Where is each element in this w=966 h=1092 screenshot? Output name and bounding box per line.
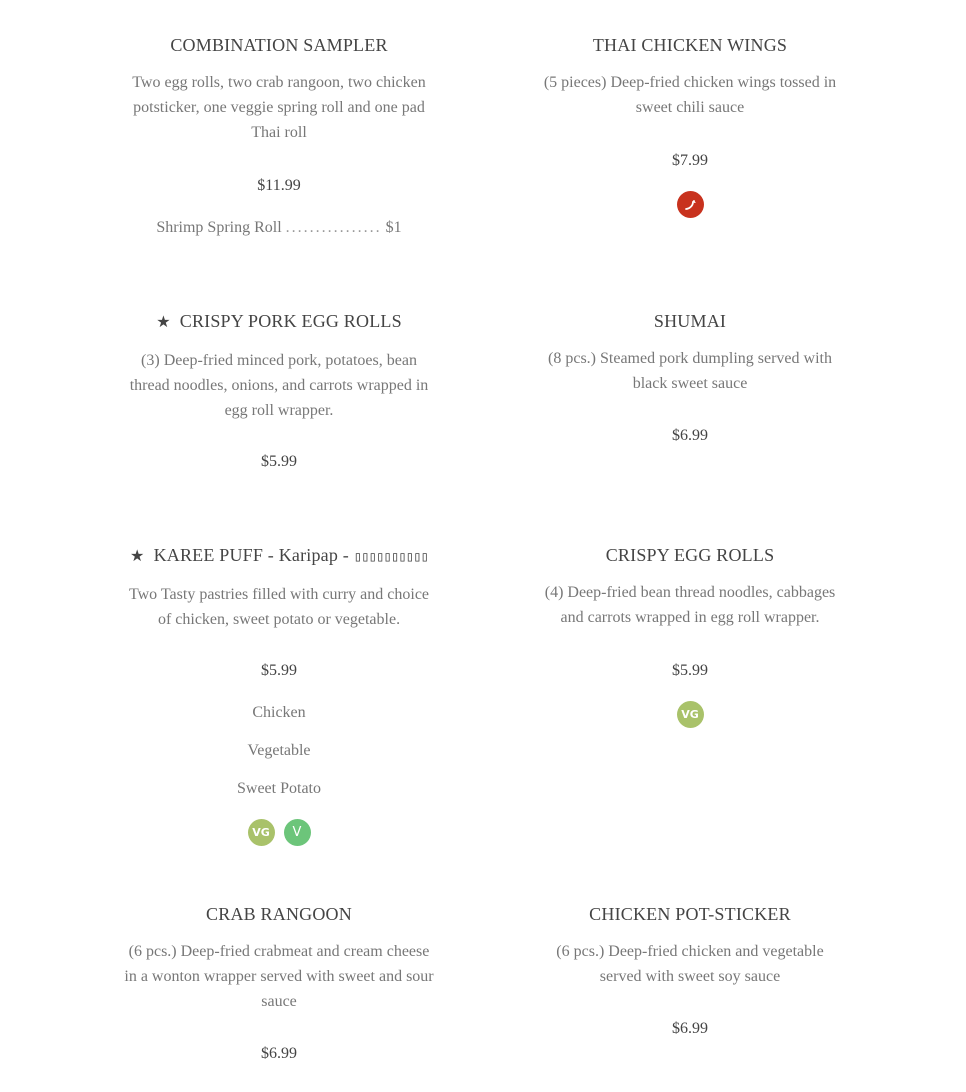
- item-title-glyphs: ▯▯▯▯▯▯▯▯▯▯: [353, 549, 428, 565]
- item-price: $11.99: [257, 177, 301, 194]
- option-chicken[interactable]: Chicken: [252, 704, 306, 721]
- menu-item-combination-sampler: [124, 33, 434, 145]
- item-description: (4) Deep-fried bean thread noodles, cabbages and carrots wrapped in egg roll wrapper.: [544, 584, 836, 626]
- item-price: $5.99: [261, 662, 297, 679]
- item-title: CHICKEN POT-STICKER: [589, 904, 791, 924]
- option-sweet-potato[interactable]: Sweet Potato: [237, 780, 321, 797]
- item-title: CRISPY EGG ROLLS: [605, 545, 775, 565]
- item-description: (6 pcs.) Deep-fried crabmeat and cream cheese in a wonton wrapper served with sweet and sour sauce: [124, 943, 434, 1010]
- menu-item-crispy-pork-egg-rolls: [124, 309, 434, 423]
- item-description: Two egg rolls, two crab rangoon, two chicken potsticker, one veggie spring roll and one pad Thai roll: [132, 74, 426, 141]
- addon-shrimp-spring-roll[interactable]: [124, 216, 434, 240]
- item-badges: [124, 819, 434, 846]
- option-vegetable[interactable]: Vegetable: [247, 742, 311, 759]
- item-title: CRISPY PORK EGG ROLLS: [179, 311, 402, 331]
- item-title-row: [124, 309, 434, 335]
- addon-label: Shrimp Spring Roll: [156, 219, 282, 236]
- menu-item-thai-chicken-wings: [535, 33, 845, 120]
- item-title: CRAB RANGOON: [206, 904, 352, 924]
- item-description: (6 pcs.) Deep-fried chicken and vegetable served with sweet soy sauce: [556, 943, 824, 985]
- item-price: $5.99: [672, 662, 708, 679]
- item-title: KAREE PUFF - Karipap -: [153, 545, 354, 565]
- item-title-row: [124, 543, 434, 569]
- menu-item-crab-rangoon: [124, 902, 434, 1014]
- item-description: Two Tasty pastries filled with curry and choice of chicken, sweet potato or vegetable.: [128, 586, 430, 628]
- item-price: $5.99: [261, 453, 297, 470]
- menu-item-karee-puff: [124, 543, 434, 632]
- item-description: (8 pcs.) Steamed pork dumpling served with black sweet sauce: [548, 350, 832, 392]
- item-title: COMBINATION SAMPLER: [170, 35, 388, 55]
- menu-item-crispy-egg-rolls: [535, 543, 845, 630]
- star-icon: ★: [130, 548, 145, 565]
- item-price: $6.99: [672, 427, 708, 444]
- item-price: $7.99: [672, 152, 708, 169]
- addon-price: $1: [385, 219, 402, 236]
- item-title: THAI CHICKEN WINGS: [592, 35, 788, 55]
- star-icon: ★: [156, 314, 171, 331]
- vegetarian-badge-icon: V: [284, 819, 311, 846]
- item-description: (3) Deep-fried minced pork, potatoes, bean thread noodles, onions, and carrots wrapped in egg roll wrapper.: [129, 352, 429, 419]
- menu-item-shumai: [535, 309, 845, 396]
- item-title: SHUMAI: [653, 311, 727, 331]
- item-price: $6.99: [672, 1020, 708, 1037]
- item-badges: [535, 191, 845, 218]
- spicy-icon: [677, 191, 704, 218]
- addon-dot-leader: ................: [285, 219, 382, 236]
- item-price: $6.99: [261, 1045, 297, 1062]
- item-badges: [535, 701, 845, 728]
- vegan-badge-icon: VG: [248, 819, 275, 846]
- vegan-badge-icon: VG: [677, 701, 704, 728]
- menu-item-chicken-pot-sticker: [535, 902, 845, 989]
- item-description: (5 pieces) Deep-fried chicken wings tossed in sweet chili sauce: [543, 74, 837, 116]
